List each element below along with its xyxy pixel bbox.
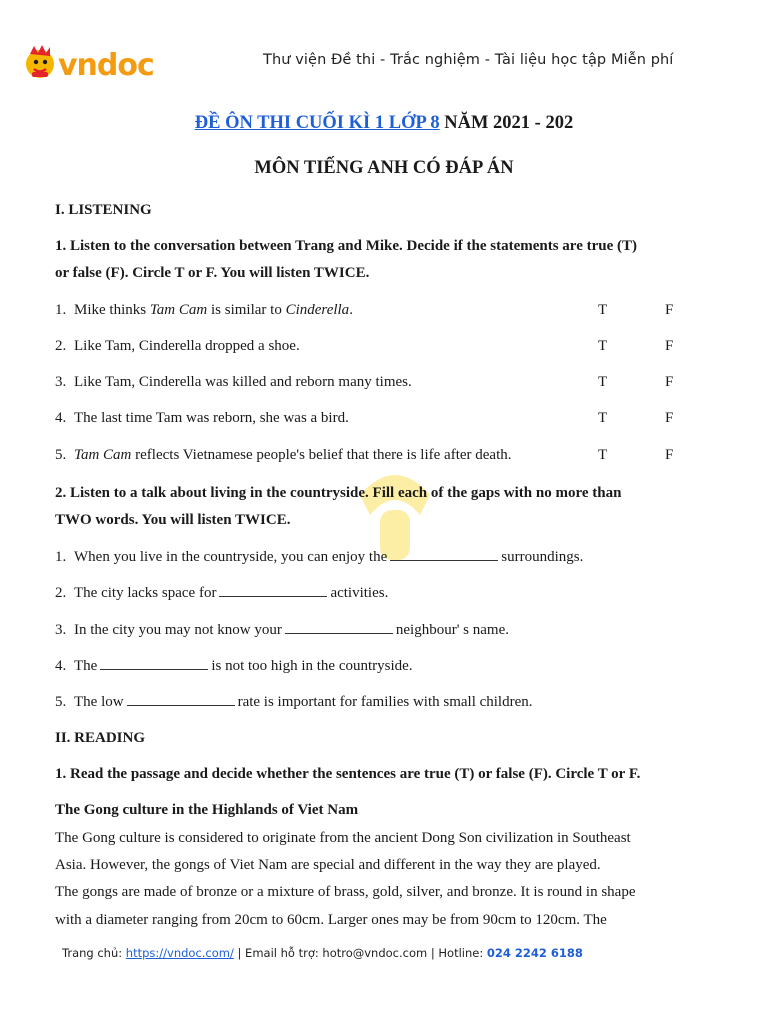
passage-line: The Gong culture is considered to originate from the ancient Dong Son civilization in Southeast [55, 830, 631, 846]
true-option[interactable]: T [598, 338, 608, 354]
tf-item: 2. Like Tam, Cinderella dropped a shoe. [55, 338, 300, 354]
false-option[interactable]: F [665, 447, 674, 463]
tf-item: 1. Mike thinks Tam Cam is similar to Cinderella. [55, 302, 353, 318]
listening-part1-instruction: 1. Listen to the conversation between Trang and Mike. Decide if the statements are true (T) [55, 238, 637, 254]
document-title [0, 113, 768, 134]
passage-line: with a diameter ranging from 20cm to 60cm. Larger ones may be from 90cm to 120cm. The [55, 912, 607, 928]
document-subtitle: MÔN TIẾNG ANH CÓ ĐÁP ÁN [254, 158, 514, 178]
listening-part2-instruction-cont: TWO words. You will listen TWICE. [55, 512, 291, 528]
passage-line: The gongs are made of bronze or a mixture of brass, gold, silver, and bronze. It is round in shape [55, 884, 636, 900]
false-option[interactable]: F [665, 338, 674, 354]
listening-part2-instruction: 2. Listen to a talk about living in the countryside. Fill each of the gaps with no more than [55, 485, 622, 501]
answer-blank[interactable] [127, 693, 235, 706]
false-option[interactable]: F [665, 302, 674, 318]
tf-item: 5. Tam Cam reflects Vietnamese people's belief that there is life after death. [55, 447, 512, 463]
gap-fill-item: 2. The city lacks space for activities. [55, 585, 389, 601]
svg-text:vndoc: vndoc [58, 48, 154, 82]
passage-line: Asia. However, the gongs of Viet Nam are special and different in the way they are played. [55, 857, 601, 873]
false-option[interactable]: F [665, 374, 674, 390]
title-year: NĂM 2021 - 202 [439, 113, 574, 133]
answer-blank[interactable] [219, 584, 327, 597]
header-tagline: Thư viện Đề thi - Trắc nghiệm - Tài liệu học tập Miễn phí [263, 52, 674, 68]
gap-fill-item: 4. The is not too high in the countryside. [55, 658, 413, 674]
title-link[interactable]: ĐỀ ÔN THI CUỐI KÌ 1 LỚP 8 [194, 113, 440, 133]
false-option[interactable]: F [665, 410, 674, 426]
section-listening-heading: I. LISTENING [55, 202, 152, 218]
true-option[interactable]: T [598, 410, 608, 426]
vndoc-logo[interactable] [22, 42, 192, 82]
page-footer: Trang chủ: https://vndoc.com/ | Email hỗ trợ: hotro@vndoc.com | Hotline: 024 2242 6188 [62, 946, 583, 960]
reading-instruction: 1. Read the passage and decide whether the sentences are true (T) or false (F). Circle T or F. [55, 766, 641, 782]
passage-title: The Gong culture in the Highlands of Viet Nam [55, 802, 359, 818]
listening-part1-instruction-cont: or false (F). Circle T or F. You will listen TWICE. [55, 265, 370, 281]
page-header [22, 42, 722, 82]
gap-fill-item: 5. The low rate is important for families with small children. [55, 694, 533, 710]
answer-blank[interactable] [100, 657, 208, 670]
gap-fill-item: 3. In the city you may not know your neighbour' s name. [55, 622, 509, 638]
tf-item: 3. Like Tam, Cinderella was killed and reborn many times. [55, 374, 412, 390]
section-reading-heading: II. READING [55, 730, 146, 746]
hotline-number[interactable]: 024 2242 6188 [486, 946, 583, 960]
tf-item: 4. The last time Tam was reborn, she was a bird. [55, 410, 349, 426]
true-option[interactable]: T [598, 302, 608, 318]
answer-blank[interactable] [285, 621, 393, 634]
homepage-link[interactable]: https://vndoc.com/ [125, 946, 234, 960]
answer-blank[interactable] [390, 548, 498, 561]
gap-fill-item: 1. When you live in the countryside, you can enjoy the surroundings. [55, 549, 584, 565]
true-option[interactable]: T [598, 447, 608, 463]
true-option[interactable]: T [598, 374, 608, 390]
